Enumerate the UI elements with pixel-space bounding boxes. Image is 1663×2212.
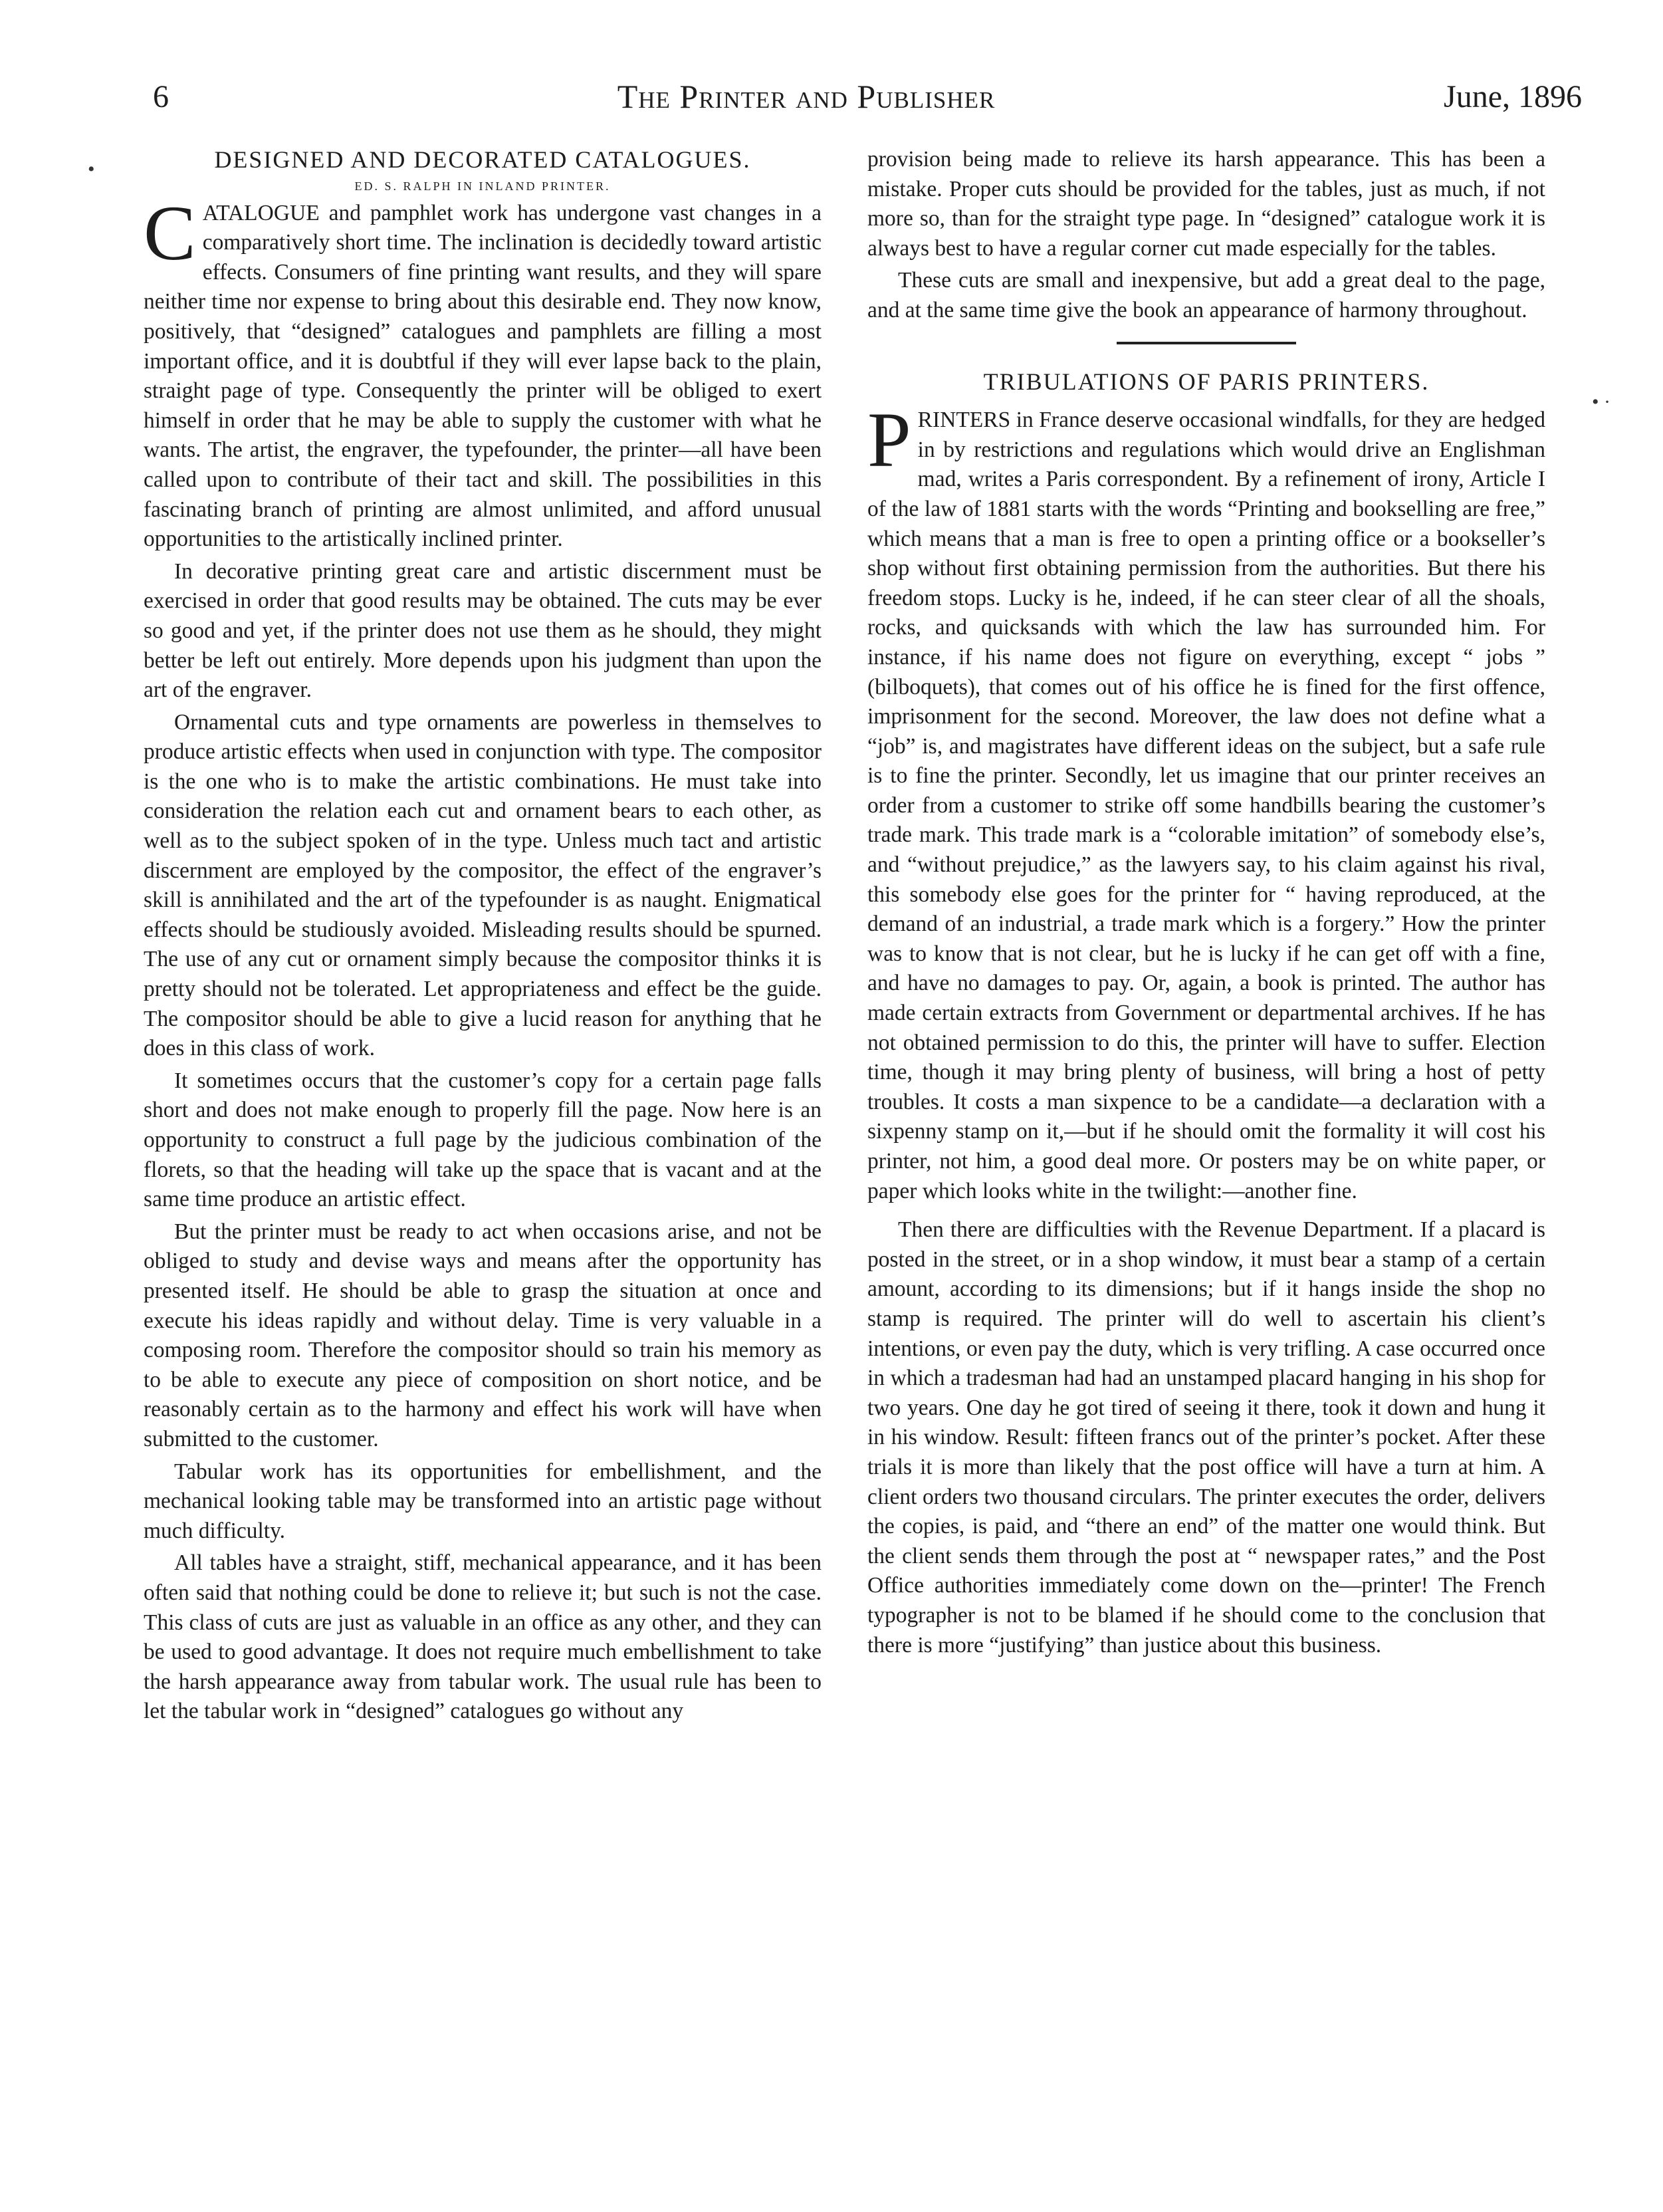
article-paragraph: CATALOGUE and pamphlet work has undergone vast changes in a comparatively short time. The inclination is decidedly toward artistic effects. Consumers of fine printing want results, and they will spare neither time nor expense to bring about this desirable end. They now know, positively, that “designed” catalogues and pamphlets are filling a most important office, and it is doubtful if they will ever lapse back to the plain, straight page of type. Consequently the printer will be obliged to exert himself in order that he may be able to supply the customer with what he wants. The artist, the engraver, the typefounder, the printer—all have been called upon to contribute of their tact and skill. The possibilities in this fascinating branch of printing are almost unlimited, and afford unusual opportunities to the artistically inclined printer. xyxy=(144,189,822,552)
article-paragraph: Tabular work has its opportunities for embellishment, and the mechanical looking table may be transformed into an artistic page without much difficulty. xyxy=(144,1459,822,1543)
article-paragraph: All tables have a straight, stiff, mechanical appearance, and it has been often said that nothing could be done to relieve it; but such is not the case. This class of cuts are just as valuable in an office as any other, and they can be used to good advantage. It does not require much embellishment to take the harsh appearance away from tabular work. The usual rule has been to let the tabular work in “designed” catalogues go without any xyxy=(144,1550,822,1724)
article-paragraph: PRINTERS in France deserve occasional windfalls, for they are hedged in by restrictions and regulations which would drive an Englishman mad, writes a Paris correspondent. By a refinement of irony, Article I of the law of 1881 starts with the words “Printing and bookselling are free,” which means that a man is free to open a printing office or a bookseller’s shop without first obtaining permission from the authorities. But there his freedom stops. Lucky is he, indeed, if he can steer clear of all the shoals, rocks, and quicksands with which the law has surrounded him. For instance, if his name does not figure on everything, except “ jobs ” (bilboquets), that comes out of his office he is fined for the first offence, imprisonment for the second. Moreover, the law does not define what a “job” is, and magistrates have different ideas on the subject, but a safe rule is to fine the printer. Secondly, let us imagine that our printer receives an order from a customer to strike off some handbills bearing the customer’s trade mark. This trade mark is a “colorable imitation” of somebody else’s, and “without prejudice,” as the lawyers say, to his claim against his rival, this somebody else goes for the printer for “ having reproduced, at the demand of an industrial, a trade mark which is a forgery.” How the printer was to know that is not clear, but he is lucky if he can get off with a fine, and have no damages to pay. Or, again, a book is printed. The author has made certain extracts from Government or departmental archives. If he has not obtained permission to do this, the printer will have to suffer. Election time, though it may bring plenty of business, will bring a host of petty troubles. It costs a man sixpence to be a candidate—a declaration with a sixpenny stamp on it,—but if he should omit the formality it will cost his printer, not him, a good deal more. Or posters may be on white paper, or paper which looks white in the twilight:—another fine. xyxy=(867,396,1545,1203)
article-paragraph: These cuts are small and inexpensive, but add a great deal to the page, and at the same time give the book an appearance of harmony throughout. xyxy=(867,268,1545,322)
article-paragraph: provision being made to relieve its harsh appearance. This has been a mistake. Proper cuts should be provided for the tables, just as much, if not more so, than for the straight type page. In “designed” catalogue work it is always best to have a regular corner cut made especially for the tables. xyxy=(867,147,1545,261)
article-catalogues xyxy=(144,145,822,1727)
issue-date: June, 1896 xyxy=(1444,79,1582,114)
margin-dot: • xyxy=(88,158,95,180)
drop-cap: C xyxy=(144,189,196,277)
right-column xyxy=(867,145,1545,1660)
article-paragraph: Then there are difficulties with the Revenue Department. If a placard is posted in the street, or in a shop window, it must bear a stamp of a certain amount, according to its dimensions; but if it hangs inside the shop no stamp is required. The printer will do well to ascertain his client’s intentions, or even pay the duty, which is very trifling. A case occurred once in which a tradesman had had an unstamped placard hanging in his shop for two years. One day he got tired of seeing it there, took it down and hung it in his window. Result: fifteen francs out of the printer’s pocket. After these trials it is more than likely that the post office will have a turn at him. A client orders two thousand circulars. The printer executes the order, delivers the copies, is paid, and “there an end” of the matter one would think. But the client sends them through the post at “ newspaper rates,” and the Post Office authorities immediately come down on the—printer! The French typographer is not to be blamed if he should come to the conclusion that there is more “justifying” than justice about this business. xyxy=(867,1217,1545,1658)
page-header xyxy=(153,60,1582,113)
article-paragraph: Ornamental cuts and type ornaments are powerless in themselves to produce artistic effects when used in conjunction with type. The compositor is the one who is to make the artistic combinations. He must take into consideration the relation each cut and ornament bears to each other, as well as to the subject spoken of in the type. Unless much tact and artistic discernment are employed by the compositor, the effect of the engraver’s skill is annihilated and the art of the typefounder is as naught. Enigmatical effects should be studiously avoided. Misleading results should be spurned. The use of any cut or ornament simply because the compositor thinks it is pretty should not be tolerated. Let appropriateness and effect be the guide. The compositor should be able to give a lucid reason for anything that he does in this class of work. xyxy=(144,709,822,1061)
article-continuation xyxy=(867,145,1545,326)
article-paragraph: It sometimes occurs that the customer’s copy for a certain page falls short and does not make enough to properly fill the page. Now here is an opportunity to construct a full page by the judicious combination of the florets, so that the heading will take up the space that is vacant and at the same time produce an artistic effect. xyxy=(144,1068,822,1212)
drop-cap: P xyxy=(867,396,911,484)
article-title: TRIBULATIONS OF PARIS PRINTERS. xyxy=(983,368,1430,395)
left-column xyxy=(144,145,822,1727)
article-byline: ED. S. RALPH IN INLAND PRINTER. xyxy=(354,179,611,193)
article-title: DESIGNED AND DECORATED CATALOGUES. xyxy=(214,146,751,173)
article-paragraph: But the printer must be ready to act when occasions arise, and not be obliged to study and devise ways and means after the opportunity has presented itself. He should be able to grasp the situation at once and execute his ideas rapidly and without delay. Time is very valuable in a composing room. Therefore the compositor should so train his memory as to be able to execute any piece of composition on short notice, and be reasonably certain as to the harmony and effect his work will have when submitted to the customer. xyxy=(144,1219,822,1451)
article-paragraph: In decorative printing great care and artistic discernment must be exercised in order that good results may be obtained. The cuts may be ever so good and yet, if the printer does not use them as he should, they might better be left out entirely. More depends upon his judgment than upon the art of the engraver. xyxy=(144,558,822,703)
running-title: The Printer and Publisher xyxy=(617,78,996,115)
article-tribulations xyxy=(867,367,1545,1661)
section-divider xyxy=(1117,342,1296,344)
page-number: 6 xyxy=(153,79,169,114)
margin-mark: • · xyxy=(1592,391,1610,413)
